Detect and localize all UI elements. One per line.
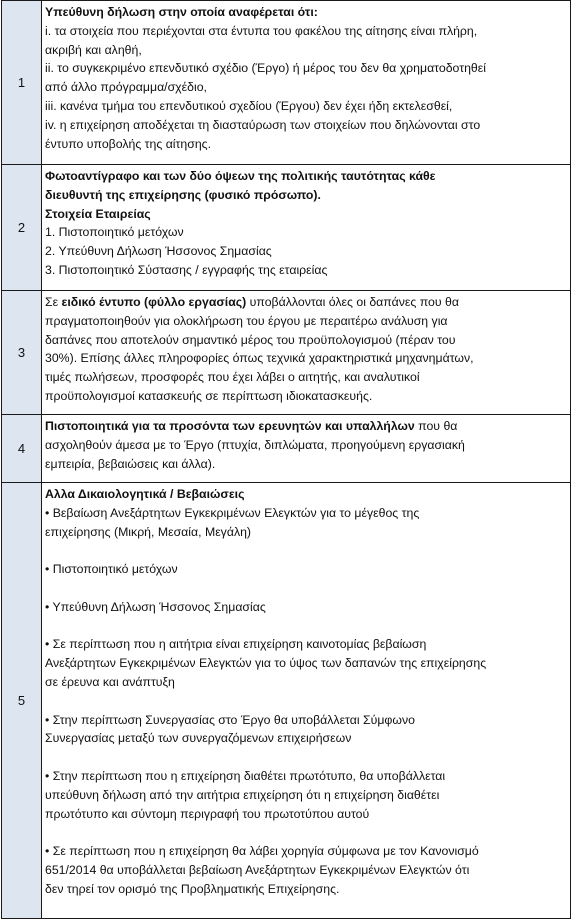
text-line [45, 417, 567, 436]
bullet-item-line: • Στην περίπτωση που η επιχείρηση διαθέτει πρωτότυπο, θα υποβάλλεται [45, 768, 446, 783]
text-fragment: Σε [45, 295, 62, 309]
text-line: έντυπο υποβολής της αίτησης. [45, 136, 212, 151]
bullet-item-line: Συνεργασίας μεταξύ των συνεργαζόμενων επιχειρήσεων [45, 731, 352, 746]
row-number: 3 [2, 291, 42, 415]
text-line: iii. κανένα τμήμα του επενδυτικού σχεδίου (Έργου) δεν έχει ήδη εκτελεσθεί, [45, 98, 453, 113]
text-line: 30%). Επίσης άλλες πληροφορίες όπως τεχνικά χαρακτηριστικά μηχανημάτων, [45, 351, 474, 366]
text-line [45, 293, 567, 312]
spacer [45, 823, 567, 842]
bold-fragment: ειδικό έντυπο (φύλλο εργασίας) [61, 295, 247, 309]
section-heading: Στοιχεία Εταιρείας [45, 206, 151, 221]
text-line: από άλλο πρόγραμμα/σχέδιο, [45, 80, 207, 95]
bullet-item-line: • Υπεύθυνη Δήλωση Ήσσονος Σημασίας [45, 599, 266, 614]
row-number: 4 [2, 415, 42, 483]
spacer [45, 692, 567, 711]
table-row [2, 483, 571, 919]
bold-line: διευθυντή της επιχείρησης (φυσικό πρόσωπο). [45, 187, 321, 202]
bullet-item-line: επιχείρησης (Μικρή, Μεσαία, Μεγάλη) [45, 524, 252, 539]
spacer [45, 617, 567, 636]
table-row [2, 165, 571, 291]
text-fragment: που θα [414, 419, 458, 433]
text-line: προϋπολογισμοί κατασκευής σε περίπτωση ιδιοκατασκευής. [45, 388, 373, 403]
list-item: 1. Πιστοποιητικό μετόχων [45, 225, 184, 240]
spacer [45, 579, 567, 598]
row-number: 2 [2, 165, 42, 291]
bullet-item-line: δεν τηρεί τον ορισμό της Προβληματικής Επιχείρησης. [45, 881, 340, 896]
bullet-item-line: • Σε περίπτωση που η επιχείρηση θα λάβει χορηγία σύμφωνα με τον Κανονισμό [45, 844, 479, 859]
spacer [45, 748, 567, 767]
bullet-item-line: • Βεβαίωση Ανεξάρτητων Εγκεκριμένων Ελεγκτών για το μέγεθος της [45, 505, 420, 520]
table-row [2, 291, 571, 415]
row-number: 5 [2, 483, 42, 919]
row-content [42, 165, 571, 291]
bullet-item-line: • Στην περίπτωση Συνεργασίας στο Έργο θα υποβάλλεται Σύμφωνο [45, 712, 415, 727]
text-line: τιμές πωλήσεων, προσφορές που έχει λάβει ο αιτητής, και αναλυτικοί [45, 370, 420, 385]
row-content [42, 415, 571, 483]
text-line: ασχοληθούν άμεσα με το Έργο (πτυχία, διπλώματα, προηγούμενη εργασιακή [45, 437, 465, 452]
row-content [42, 483, 571, 919]
bullet-item-line: πρωτότυπο και σύντομη περιγραφή του πρωτοτύπου αυτού [45, 806, 370, 821]
bullet-item-line: • Σε περίπτωση που η αιτήτρια είναι επιχείρηση καινοτομίας βεβαίωση [45, 637, 427, 652]
table-row [2, 415, 571, 483]
text-fragment: υποβάλλονται όλες οι δαπάνες που θα [246, 295, 459, 309]
bold-fragment: Πιστοποιητικά για τα προσόντα των ερευνητών και υπαλλήλων [45, 419, 415, 433]
text-line: iv. η επιχείρηση αποδέχεται τη διασταύρωση των στοιχείων που δηλώνονται στο [45, 117, 481, 132]
bullet-item-line: • Πιστοποιητικό μετόχων [45, 562, 178, 577]
bullet-item-line: υπεύθυνη δήλωση από την αιτήτρια επιχείρηση ότι η επιχείρηση διαθέτει [45, 787, 440, 802]
text-line: ii. το συγκεκριμένο επενδυτικό σχέδιο (Έργο) ή μέρος του δεν θα χρηματοδοτηθεί [45, 61, 486, 76]
requirements-table [1, 0, 571, 919]
bold-line: Φωτοαντίγραφο και των δύο όψεων της πολιτικής ταυτότητας κάθε [45, 169, 436, 183]
spacer [45, 541, 567, 560]
row-content [42, 291, 571, 415]
row-content [42, 1, 571, 165]
text-line: ακριβή και αληθή, [45, 42, 142, 57]
table-row [2, 1, 571, 165]
text-line: πραγματοποιηθούν για ολοκλήρωση του έργου με περαιτέρω ανάλυση για [45, 313, 448, 328]
text-line: δαπάνες που αποτελούν σημαντικό μέρος του προϋπολογισμού (πέραν του [45, 332, 456, 347]
text-line: i. τα στοιχεία που περιέχονται στα έντυπα του φακέλου της αίτησης είναι πλήρη, [45, 23, 478, 38]
row-title: Αλλα Δικαιολογητικά / Βεβαιώσεις [45, 487, 245, 501]
text-line: εμπειρία, βεβαιώσεις και άλλα). [45, 456, 216, 471]
row-title: Υπεύθυνη δήλωση στην οποία αναφέρεται ότι: [45, 5, 318, 19]
bullet-item-line: 651/2014 θα υποβάλλεται βεβαίωση Ανεξάρτητων Εγκεκριμένων Ελεγκτών ότι [45, 862, 470, 877]
row-number: 1 [2, 1, 42, 165]
list-item: 3. Πιστοποιητικό Σύστασης / εγγραφής της εταιρείας [45, 262, 328, 277]
bullet-item-line: Ανεξάρτητων Εγκεκριμένων Ελεγκτών για το ύψος των δαπανών της επιχείρησης [45, 656, 487, 671]
list-item: 2. Υπεύθυνη Δήλωση Ήσσονος Σημασίας [45, 244, 272, 259]
bullet-item-line: σε έρευνα και ανάπτυξη [45, 674, 175, 689]
